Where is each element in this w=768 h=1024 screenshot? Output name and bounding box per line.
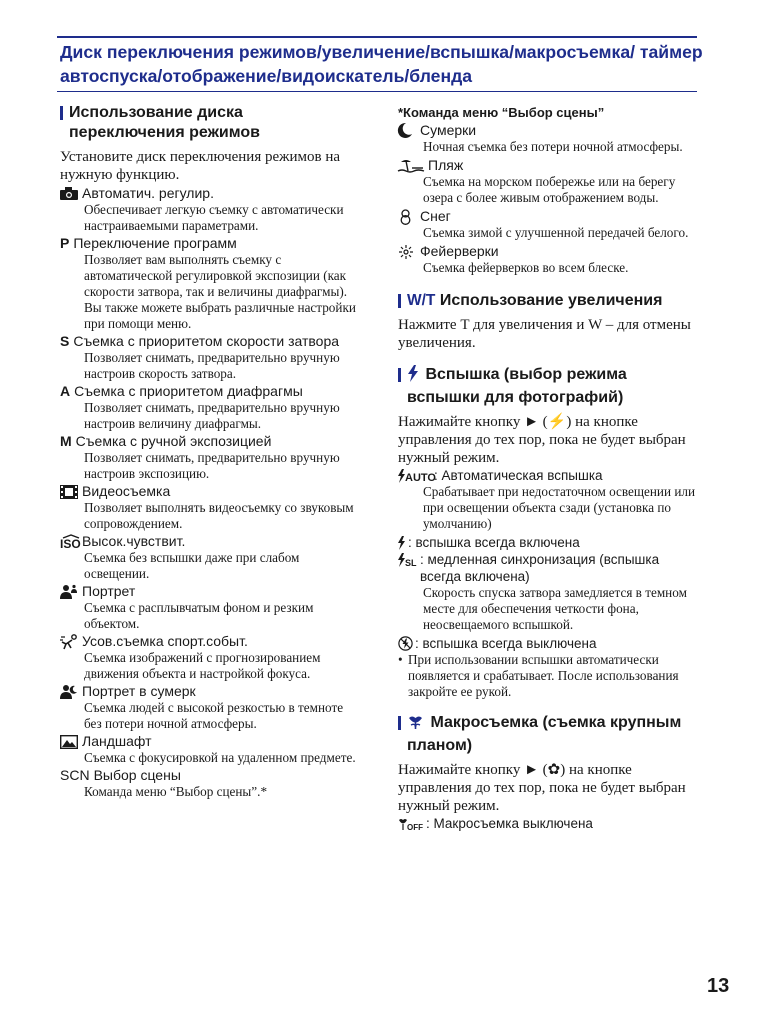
flash-lead: Нажимайте кнопку ► (⚡) на кнопке управления до тех пор, пока не будет выбран нужный режим. xyxy=(398,414,686,466)
mode-label: Автоматич. регулир. xyxy=(82,185,214,201)
mode-item-movie xyxy=(60,483,360,500)
mode-label: Высок.чувствит. xyxy=(82,533,186,549)
flash-mode-on xyxy=(398,534,698,551)
mode-label: Видеосъемка xyxy=(82,483,171,499)
right-column xyxy=(398,105,698,832)
heading-marker xyxy=(398,368,401,382)
mode-desc: Съемка с расплывчатым фоном и резким объектом. xyxy=(84,600,314,631)
flash-mode-label: : медленная синхронизация (вспышка всегда включена) xyxy=(420,552,660,584)
mode-item-s xyxy=(60,333,360,350)
macro-lead: Нажимайте кнопку ► (✿) на кнопке управления до тех пор, пока не будет выбран нужный режим. xyxy=(398,762,686,814)
mode-letter: M xyxy=(60,433,72,449)
mode-desc: Съемка изображений с прогнозированием движения объекта и настройкой фокуса. xyxy=(84,650,321,681)
flash-on-icon xyxy=(398,534,406,551)
mode-desc: Позволяет выполнять видеосъемку со звуковым сопровождением. xyxy=(84,500,354,531)
scene-label: Фейерверки xyxy=(420,243,499,259)
mode-dial-heading xyxy=(60,103,360,143)
left-column xyxy=(60,103,360,801)
mode-item-m xyxy=(60,433,360,450)
mode-label: Ландшафт xyxy=(82,733,152,749)
scene-menu-caption: *Команда меню “Выбор сцены” xyxy=(398,105,605,120)
svg-text:OFF: OFF xyxy=(407,822,423,832)
beach-icon xyxy=(398,158,428,174)
macro-icon xyxy=(407,713,424,736)
mode-desc: Съемка без вспышки даже при слабом освещении. xyxy=(84,550,300,581)
scene-desc: Съемка на морском побережье или на берегу озера с более живым отображением воды. xyxy=(423,174,676,205)
zoom-heading xyxy=(398,291,698,311)
top-rule xyxy=(57,36,697,38)
camera-icon xyxy=(60,186,82,202)
flash-slow-sync-icon xyxy=(398,551,418,568)
macro-mode-label: : Макросъемка выключена xyxy=(426,816,593,831)
mode-label: Переключение программ xyxy=(73,235,237,251)
mode-label: Портрет в сумерк xyxy=(82,683,196,699)
flash-mode-desc: Скорость спуска затвора замедляется в темном месте для обеспечения четкости фона, неосвещаемого вспышкой. xyxy=(423,585,687,632)
mode-desc: Съемка с фокусировкой на удаленном предмете. xyxy=(84,750,356,765)
heading-marker xyxy=(398,716,401,730)
mode-desc: Съемка людей с высокой резкостью в темноте без потери ночной атмосферы. xyxy=(84,700,344,731)
scene-desc: Съемка зимой с улучшенной передачей белого. xyxy=(423,225,689,240)
flash-mode-off xyxy=(398,635,698,652)
mode-desc: Позволяет снимать, предварительно вручную настроив скорость затвора. xyxy=(84,350,340,381)
mode-dial-heading-text: Использование диска переключения режимов xyxy=(69,104,260,141)
flash-heading-text: Вспышка (выбор режима вспышки для фотографий) xyxy=(407,366,627,406)
flash-note-text: При использовании вспышки автоматически появляется и срабатывает. После использования закройте ее рукой. xyxy=(408,652,679,699)
mode-desc: Команда меню “Выбор сцены”.* xyxy=(84,784,268,799)
scene-label: Снег xyxy=(420,208,451,224)
mode-label: Усов.съемка спорт.событ. xyxy=(82,633,248,649)
mode-desc: Обеспечивает легкую съемку с автоматически настраиваемыми параметрами. xyxy=(84,202,344,233)
mode-desc: Позволяет снимать, предварительно вручную настроив экспозицию. xyxy=(84,450,340,481)
svg-text:AUTO: AUTO xyxy=(405,471,436,484)
mode-item-portrait xyxy=(60,583,360,600)
flash-off-icon xyxy=(398,635,413,652)
flash-mode-label: : вспышка всегда выключена xyxy=(415,636,597,651)
macro-off-icon xyxy=(398,815,424,832)
mode-item-scn xyxy=(60,767,360,784)
macro-mode-off xyxy=(398,815,698,832)
page-number: 13 xyxy=(707,975,730,997)
mode-item-iso xyxy=(60,533,360,550)
heading-marker xyxy=(398,294,401,308)
macro-heading-text: Макросъемка (съемка крупным планом) xyxy=(407,714,682,754)
flash-mode-label: : Автоматическая вспышка xyxy=(434,468,603,483)
scene-item-snow xyxy=(398,208,698,225)
mode-label: Съемка с приоритетом скорости затвора xyxy=(73,333,340,349)
mode-dial-lead: Установите диск переключения режимов на нужную функцию. xyxy=(60,149,341,183)
svg-text:SL: SL xyxy=(405,557,417,568)
zoom-wt-label: W/T xyxy=(407,292,436,309)
mode-letter: S xyxy=(60,333,70,349)
flash-mode-slow xyxy=(398,551,698,585)
iso-icon xyxy=(60,534,82,550)
zoom-lead: Нажмите T для увеличения и W – для отмены увеличения. xyxy=(398,317,691,351)
mode-desc: Позволяет снимать, предварительно вручную настроив величину диафрагмы. xyxy=(84,400,340,431)
landscape-icon xyxy=(60,734,82,750)
mode-label: Портрет xyxy=(82,583,136,599)
flash-mode-label: : вспышка всегда включена xyxy=(408,535,580,550)
film-icon xyxy=(60,484,82,500)
mode-item-twilight-portrait xyxy=(60,683,360,700)
scene-label: Сумерки xyxy=(420,122,477,138)
mode-label: Выбор сцены xyxy=(93,767,181,783)
fireworks-icon xyxy=(398,244,420,260)
flash-heading xyxy=(398,365,698,408)
moon-icon xyxy=(398,123,420,139)
snow-icon xyxy=(398,209,420,225)
flash-note xyxy=(398,652,698,700)
page-title: Диск переключения режимов/увеличение/вспышка/макросъемка/ таймер автоспуска/отображение/видоискатель/бленда xyxy=(60,42,703,86)
sports-icon xyxy=(60,634,82,650)
flash-auto-icon xyxy=(398,467,436,484)
svg-text:ISO: ISO xyxy=(60,536,81,551)
mode-desc: Позволяет вам выполнять съемку с автоматической регулировкой экспозиции (как скорости затвора, так и величины диафрагмы). Вы также можете выбрать различные настройки при помощи меню. xyxy=(84,252,356,331)
heading-marker xyxy=(60,106,63,120)
scene-desc: Съемка фейерверков во всем блеске. xyxy=(423,260,629,275)
scene-item-fireworks xyxy=(398,243,698,260)
mode-letter: SCN xyxy=(60,767,90,783)
mode-letter: A xyxy=(60,383,71,399)
twilight-portrait-icon xyxy=(60,684,82,700)
scene-desc: Ночная съемка без потери ночной атмосферы. xyxy=(423,139,683,154)
bullet-dot: • xyxy=(398,652,403,667)
mode-item-landscape xyxy=(60,733,360,750)
mode-item-p xyxy=(60,235,360,252)
mode-item-auto xyxy=(60,185,360,202)
scene-item-beach xyxy=(398,157,698,174)
mode-letter: P xyxy=(60,235,70,251)
mode-label: Съемка с ручной экспозицией xyxy=(75,433,272,449)
mode-item-sports xyxy=(60,633,360,650)
scene-item-twilight xyxy=(398,122,698,139)
scene-label: Пляж xyxy=(428,157,464,173)
flash-mode-auto xyxy=(398,467,698,484)
macro-heading xyxy=(398,713,698,756)
title-rule xyxy=(57,91,697,92)
flash-icon xyxy=(407,365,419,388)
flash-mode-desc: Срабатывает при недостаточном освещении или при освещении объекта сзади (установка по умолчанию) xyxy=(423,484,696,531)
mode-item-a xyxy=(60,383,360,400)
mode-label: Съемка с приоритетом диафрагмы xyxy=(74,383,303,399)
portrait-icon xyxy=(60,584,82,600)
zoom-heading-text: Использование увеличения xyxy=(439,292,663,309)
